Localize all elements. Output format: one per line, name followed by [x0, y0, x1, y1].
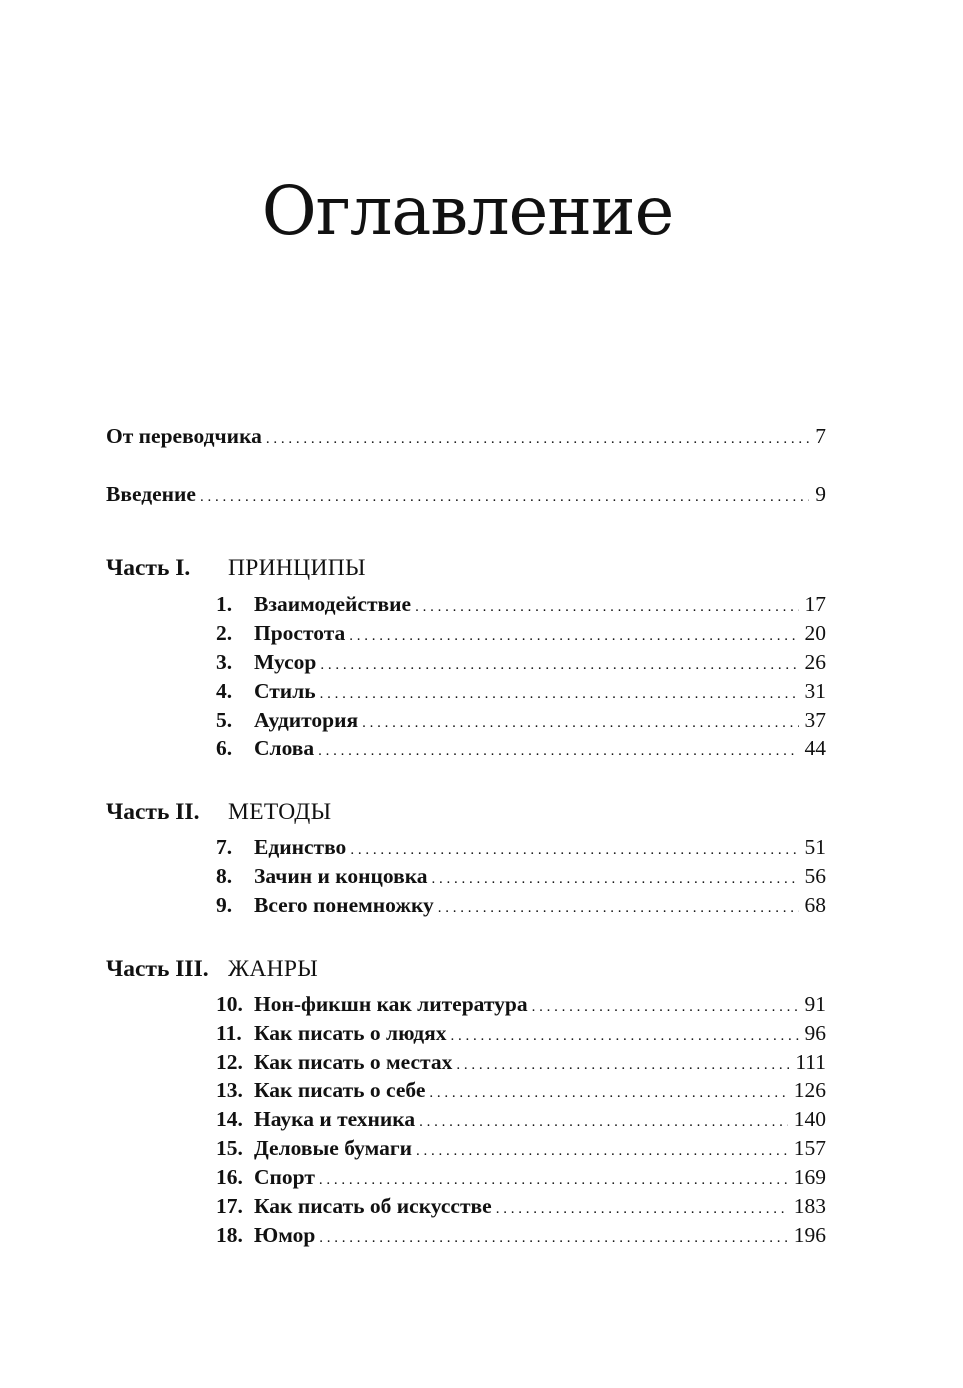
chapter-number: 17. [216, 1194, 243, 1218]
toc-chapter[interactable] [216, 648, 826, 680]
part-name: МЕТОДЫ [228, 799, 332, 825]
dot-leader [429, 1079, 787, 1108]
toc-chapter[interactable] [216, 990, 826, 1022]
chapter-number: 18. [216, 1223, 243, 1247]
chapter-page: 183 [793, 1194, 826, 1218]
chapter-page: 140 [793, 1107, 826, 1131]
chapter-title: Нон-фикшн как литература [254, 992, 528, 1016]
toc-entry-page: 9 [815, 482, 826, 506]
chapter-page: 126 [793, 1078, 826, 1102]
chapter-title: Как писать об искусстве [254, 1194, 492, 1218]
chapter-number: 3. [216, 650, 233, 674]
part-label: Часть I. [106, 555, 191, 581]
chapter-number: 5. [216, 708, 233, 732]
chapter-page: 196 [793, 1223, 826, 1247]
toc-chapter[interactable] [216, 1105, 826, 1137]
dot-leader [266, 425, 809, 454]
chapter-page: 169 [793, 1165, 826, 1189]
toc-entry-page: 7 [815, 424, 826, 448]
toc-chapter[interactable] [216, 1076, 826, 1108]
chapter-number: 1. [216, 592, 233, 616]
chapter-title: Зачин и концовка [254, 864, 428, 888]
dot-leader [349, 622, 798, 651]
part-name: ЖАНРЫ [228, 956, 319, 982]
chapter-title: Единство [254, 835, 347, 859]
toc-chapter[interactable] [216, 1134, 826, 1166]
chapter-page: 157 [793, 1136, 826, 1160]
chapter-title: Наука и техника [254, 1107, 416, 1131]
chapter-page: 111 [795, 1050, 826, 1074]
dot-leader [319, 1224, 787, 1253]
chapter-number: 7. [216, 835, 233, 859]
dot-leader [320, 680, 799, 709]
chapter-title: Простота [254, 621, 346, 645]
toc-chapter[interactable] [216, 1221, 826, 1253]
chapter-number: 13. [216, 1078, 243, 1102]
chapter-title: Деловые бумаги [254, 1136, 412, 1160]
chapter-page: 68 [804, 893, 826, 917]
toc-chapter[interactable] [216, 1163, 826, 1195]
chapter-title: Спорт [254, 1165, 315, 1189]
toc-chapter[interactable] [216, 891, 826, 923]
chapter-title: Всего понемножку [254, 893, 434, 917]
chapter-page: 37 [804, 708, 826, 732]
part-heading-2 [106, 797, 331, 827]
chapter-number: 8. [216, 864, 233, 888]
toc-entry-label: Введение [106, 482, 196, 506]
toc-chapter[interactable] [216, 862, 826, 894]
dot-leader [419, 1108, 788, 1137]
dot-leader [319, 1166, 788, 1195]
chapter-number: 4. [216, 679, 233, 703]
dot-leader [532, 993, 799, 1022]
dot-leader [318, 737, 798, 766]
chapter-page: 31 [804, 679, 826, 703]
toc-chapter[interactable] [216, 1192, 826, 1224]
chapter-title: Взаимодействие [254, 592, 412, 616]
part-label: Часть III. [106, 956, 209, 982]
toc-chapter[interactable] [216, 833, 826, 865]
part-heading-3 [106, 954, 318, 984]
chapter-title: Мусор [254, 650, 317, 674]
toc-chapter[interactable] [216, 619, 826, 651]
toc-entry-label: От переводчика [106, 424, 262, 448]
dot-leader [200, 483, 809, 512]
chapter-page: 44 [804, 736, 826, 760]
chapter-title: Как писать о местах [254, 1050, 453, 1074]
page-title: Оглавление [261, 172, 674, 250]
part-heading-1 [106, 553, 366, 583]
chapter-number: 9. [216, 893, 233, 917]
chapter-title: Слова [254, 736, 315, 760]
toc-chapter[interactable] [216, 1019, 826, 1051]
toc-chapter[interactable] [216, 590, 826, 622]
chapter-number: 11. [216, 1021, 242, 1045]
chapter-number: 15. [216, 1136, 243, 1160]
chapter-page: 26 [804, 650, 826, 674]
chapter-title: Как писать о людях [254, 1021, 447, 1045]
dot-leader [415, 593, 798, 622]
dot-leader [438, 894, 799, 923]
chapter-title: Аудитория [254, 708, 359, 732]
chapter-page: 96 [804, 1021, 826, 1045]
chapter-number: 2. [216, 621, 233, 645]
part-name: ПРИНЦИПЫ [228, 555, 366, 581]
dot-leader [416, 1137, 788, 1166]
chapter-title: Юмор [254, 1223, 316, 1247]
chapter-number: 10. [216, 992, 243, 1016]
toc-entry-translator-note[interactable] [106, 422, 826, 454]
chapter-number: 6. [216, 736, 233, 760]
toc-chapter[interactable] [216, 677, 826, 709]
chapter-page: 51 [804, 835, 826, 859]
chapter-page: 20 [804, 621, 826, 645]
toc-entry-introduction[interactable] [106, 480, 826, 512]
dot-leader [496, 1195, 788, 1224]
dot-leader [432, 865, 799, 894]
chapter-title: Стиль [254, 679, 316, 703]
dot-leader [350, 836, 798, 865]
toc-chapter[interactable] [216, 734, 826, 766]
chapter-page: 91 [804, 992, 826, 1016]
dot-leader [451, 1022, 799, 1051]
chapter-title: Как писать о себе [254, 1078, 426, 1102]
chapter-page: 17 [804, 592, 826, 616]
chapter-number: 12. [216, 1050, 243, 1074]
chapter-number: 16. [216, 1165, 243, 1189]
chapter-page: 56 [804, 864, 826, 888]
part-label: Часть II. [106, 799, 200, 825]
dot-leader [320, 651, 798, 680]
chapter-number: 14. [216, 1107, 243, 1131]
